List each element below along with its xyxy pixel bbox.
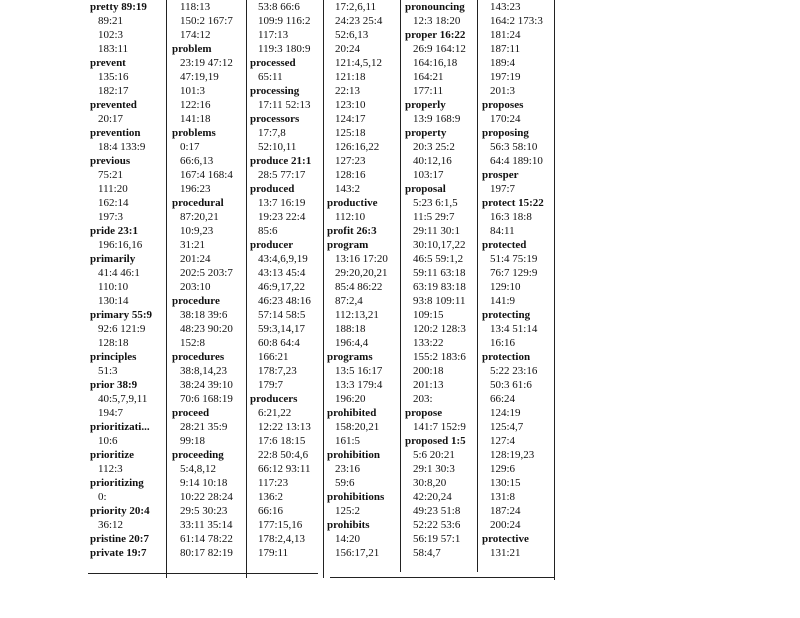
index-page-ref: 65:11 [258,71,283,83]
bottom-rule [330,577,554,578]
index-page-ref: 170:24 [490,113,521,125]
index-page-ref: 141:9 [490,295,516,307]
index-page-ref: 16:16 [490,337,516,349]
index-page-ref: 30:8,20 [413,477,447,489]
index-page-ref: 89:21 [98,15,124,27]
index-page-ref: 5:22 23:16 [490,365,538,377]
index-headword: producer [250,239,294,251]
index-page-ref: 179:11 [258,547,289,559]
index-headword: proceed [172,407,210,419]
index-page-ref: 111:20 [98,183,128,195]
index-page-ref: 130:14 [98,295,129,307]
index-page-ref: 110:10 [98,281,129,293]
index-page-ref: 49:23 51:8 [413,505,461,517]
index-page-ref: 66:12 93:11 [258,463,311,475]
index-page-ref: 200:24 [490,519,521,531]
index-headword: processed [250,57,296,69]
index-headword: proceeding [172,449,224,461]
index-page-ref: 61:14 78:22 [180,533,233,545]
index-page-ref: 174:12 [180,29,211,41]
index-page-ref: 112:3 [98,463,123,475]
index-page-ref: 187:11 [490,43,521,55]
index-page-ref: 29:5 30:23 [180,505,228,517]
index-page-ref: 162:14 [98,197,129,209]
index-page-ref: 124:19 [490,407,521,419]
index-page-ref: 166:21 [258,351,289,363]
index-headword: productive [327,197,378,209]
index-page-ref: 56:3 58:10 [490,141,538,153]
index-page-ref: 112:10 [335,211,366,223]
index-headword: pretty 89:19 [90,1,147,13]
index-page-ref: 117:23 [258,477,289,489]
index-page-ref: 85:6 [258,225,278,237]
index-page-ref: 31:21 [180,239,206,251]
index-page-ref: 125:2 [335,505,361,517]
index-page-ref: 46:23 48:16 [258,295,311,307]
index-page-ref: 22:13 [335,85,361,97]
index-page-ref: 28:5 77:17 [258,169,306,181]
index-page-ref: 41:4 46:1 [98,267,140,279]
index-headword: previous [90,155,131,167]
index-headword: primarily [90,253,136,265]
index-headword: produce 21:1 [250,155,312,167]
index-page-ref: 109:15 [413,309,444,321]
index-headword: problem [172,43,212,55]
index-page-ref: 194:7 [98,407,124,419]
index-page-ref: 33:11 35:14 [180,519,233,531]
index-page-ref: 164:21 [413,71,444,83]
index-page-ref: 188:18 [335,323,366,335]
index-page-ref: 179:7 [258,379,284,391]
index-page-ref: 203: [413,393,433,405]
index-page-ref: 143:2 [335,183,361,195]
index-headword: producers [250,393,298,405]
index-page-ref: 40:12,16 [413,155,452,167]
index-headword: prosper [482,169,519,181]
index-page-ref: 103:17 [413,169,444,181]
index-page-ref: 38:18 39:6 [180,309,228,321]
index-page-ref: 12:3 18:20 [413,15,461,27]
index-page-ref: 127:4 [490,435,516,447]
index-page-ref: 38:24 39:10 [180,379,233,391]
index-page-ref: 135:16 [98,71,129,83]
index-page-ref: 131:21 [490,547,521,559]
index-page-ref: 130:15 [490,477,521,489]
index-page-ref: 10:6 [98,435,118,447]
index-page-ref: 13:5 16:17 [335,365,383,377]
index-page-ref: 76:7 129:9 [490,267,538,279]
index-page-ref: 109:9 116:2 [258,15,311,27]
index-page-ref: 64:4 189:10 [490,155,543,167]
index-page-ref: 92:6 121:9 [98,323,146,335]
index-page-ref: 178:7,23 [258,365,297,377]
index-page-ref: 120:2 128:3 [413,323,466,335]
index-page-ref: 99:18 [180,435,206,447]
index-page-ref: 152:8 [180,337,206,349]
index-page-ref: 128:18 [98,337,129,349]
index-page-ref: 13:16 17:20 [335,253,388,265]
index-page-ref: 52:6,13 [335,29,369,41]
index-page-ref: 167:4 168:4 [180,169,233,181]
index-page-ref: 36:12 [98,519,124,531]
index-page-ref: 20:17 [98,113,124,125]
index-headword: prevention [90,127,141,139]
index-page-ref: 66:6,13 [180,155,214,167]
index-page-ref: 178:2,4,13 [258,533,306,545]
index-page-ref: 10:9,23 [180,225,214,237]
index-page-ref: 5:4,8,12 [180,463,217,475]
index-page-ref: 63:19 83:18 [413,281,466,293]
index-page-ref: 29:11 30:1 [413,225,460,237]
index-page-ref: 11:5 29:7 [413,211,455,223]
index-page-ref: 112:13,21 [335,309,379,321]
index-page-ref: 181:24 [490,29,521,41]
index-page-ref: 131:8 [490,491,516,503]
index-page-ref: 197:7 [490,183,516,195]
index-page-ref: 38:8,14,23 [180,365,228,377]
index-page-ref: 121:18 [335,71,366,83]
index-page-ref: 47:19,19 [180,71,219,83]
index-page-ref: 56:19 57:1 [413,533,461,545]
index-column-1 [90,0,162,560]
index-headword: procedure [172,295,220,307]
index-page-ref: 136:2 [258,491,284,503]
index-headword: proposes [482,99,524,111]
index-page-ref: 75:21 [98,169,124,181]
index-page-ref: 124:17 [335,113,366,125]
index-page-ref: 0:17 [180,141,200,153]
index-page-ref: 125:18 [335,127,366,139]
index-page-ref: 177:15,16 [258,519,303,531]
index-page-ref: 164:2 173:3 [490,15,543,27]
index-page-ref: 122:16 [180,99,211,111]
index-page-ref: 201:3 [490,85,516,97]
index-headword: private 19:7 [90,547,147,559]
index-page-ref: 42:20,24 [413,491,452,503]
index-page-ref: 85:4 86:22 [335,281,383,293]
index-headword: prevented [90,99,137,111]
index-page-ref: 196:23 [180,183,211,195]
index-page-ref: 150:2 167:7 [180,15,233,27]
index-page-ref: 143:23 [490,1,521,13]
column-divider [477,0,478,572]
index-page-ref: 46:5 59:1,2 [413,253,464,265]
index-page-ref: 201:13 [413,379,444,391]
index-headword: prioritizing [90,477,144,489]
index-headword: produced [250,183,295,195]
column-divider [554,0,555,580]
index-page-ref: 59:3,14,17 [258,323,306,335]
index-page-ref: 141:18 [180,113,211,125]
index-headword: pride 23:1 [90,225,138,237]
index-headword: pronouncing [405,1,465,13]
index-page-ref: 23:19 47:12 [180,57,233,69]
index-page-ref: 87:20,21 [180,211,219,223]
index-page-ref: 22:8 50:4,6 [258,449,309,461]
index-page-ref: 141:7 152:9 [413,421,466,433]
index-headword: profit 26:3 [327,225,377,237]
index-page-ref: 5:23 6:1,5 [413,197,458,209]
index-page-ref: 202:5 203:7 [180,267,233,279]
index-page-ref: 13:4 51:14 [490,323,538,335]
index-column-4 [327,0,399,560]
index-headword: problems [172,127,216,139]
index-page-ref: 5:6 20:21 [413,449,455,461]
index-headword: prohibition [327,449,380,461]
index-page-ref: 196:16,16 [98,239,143,251]
index-page-ref: 46:9,17,22 [258,281,306,293]
index-page-ref: 155:2 183:6 [413,351,466,363]
index-page-ref: 17:11 52:13 [258,99,311,111]
index-page-ref: 127:23 [335,155,366,167]
index-headword: protected [482,239,527,251]
index-page-ref: 196:20 [335,393,366,405]
index-page-ref: 119:3 180:9 [258,43,311,55]
index-page-ref: 182:17 [98,85,129,97]
index-headword: proper 16:22 [405,29,466,41]
index-page-ref: 161:5 [335,435,361,447]
index-headword: prioritize [90,449,134,461]
index-page-ref: 70:6 168:19 [180,393,233,405]
index-headword: protective [482,533,529,545]
index-page-ref: 84:11 [490,225,515,237]
index-headword: primary 55:9 [90,309,153,321]
index-page-ref: 128:16 [335,169,366,181]
index-headword: pristine 20:7 [90,533,149,545]
index-page-ref: 13:9 168:9 [413,113,461,125]
index-page-ref: 66:24 [490,393,516,405]
index-page-ref: 133:22 [413,337,444,349]
index-page-ref: 177:11 [413,85,444,97]
index-page-ref: 102:3 [98,29,124,41]
index-page-ref: 196:4,4 [335,337,369,349]
index-page-ref: 17:2,6,11 [335,1,377,13]
index-page-ref: 156:17,21 [335,547,380,559]
index-headword: prevent [90,57,126,69]
index-headword: prohibited [327,407,377,419]
index-page-ref: 30:10,17,22 [413,239,466,251]
index-page-ref: 87:2,4 [335,295,363,307]
index-page-ref: 51:3 [98,365,118,377]
index-headword: prohibits [327,519,370,531]
index-headword: procedural [172,197,224,209]
index-page-ref: 28:21 35:9 [180,421,228,433]
index-page-ref: 43:13 45:4 [258,267,306,279]
index-page-ref: 118:13 [180,1,211,13]
index-headword: propose [405,407,443,419]
index-page-ref: 23:16 [335,463,361,475]
index-headword: program [327,239,369,251]
index-page-ref: 57:14 58:5 [258,309,306,321]
index-page-ref: 48:23 90:20 [180,323,233,335]
index-page-ref: 9:14 10:18 [180,477,228,489]
index-page-ref: 24:23 25:4 [335,15,383,27]
index-page-ref: 29:1 30:3 [413,463,455,475]
index-page-ref: 20:3 25:2 [413,141,455,153]
index-page-ref: 93:8 109:11 [413,295,466,307]
index-headword: proposal [405,183,446,195]
index-headword: protect 15:22 [482,197,544,209]
index-page-ref: 197:19 [490,71,521,83]
column-divider [400,0,401,572]
index-page-ref: 0: [98,491,107,503]
index-page-ref: 58:4,7 [413,547,441,559]
index-page-ref: 129:10 [490,281,521,293]
index-headword: prioritizati... [90,421,150,433]
index-headword: proposing [482,127,529,139]
index-page-ref: 123:10 [335,99,366,111]
index-page-ref: 183:11 [98,43,129,55]
index-headword: principles [90,351,137,363]
index-page-ref: 200:18 [413,365,444,377]
index-headword: properly [405,99,446,111]
index-column-3 [250,0,322,560]
index-page-ref: 13:3 179:4 [335,379,383,391]
index-column-2 [172,0,244,560]
index-page-ref: 19:23 22:4 [258,211,306,223]
index-headword: proposed 1:5 [405,435,466,447]
index-headword: protecting [482,309,531,321]
index-page-ref: 40:5,7,9,11 [98,393,148,405]
index-page-ref: 101:3 [180,85,206,97]
index-page-ref: 197:3 [98,211,124,223]
index-headword: protection [482,351,531,363]
index-page-ref: 17:7,8 [258,127,286,139]
index-page-ref: 13:7 16:19 [258,197,306,209]
index-page-ref: 52:22 53:6 [413,519,461,531]
index-page-ref: 12:22 13:13 [258,421,311,433]
index-page-ref: 121:4,5,12 [335,57,383,69]
index-headword: processing [250,85,300,97]
index-page-ref: 51:4 75:19 [490,253,538,265]
index-page-ref: 18:4 133:9 [98,141,146,153]
index-page-ref: 158:20,21 [335,421,380,433]
index-page-ref: 50:3 61:6 [490,379,532,391]
index-headword: prohibitions [327,491,385,503]
index-headword: prior 38:9 [90,379,138,391]
bottom-rule [88,573,318,574]
index-headword: priority 20:4 [90,505,150,517]
index-page-ref: 128:19,23 [490,449,535,461]
index-page-ref: 26:9 164:12 [413,43,466,55]
index-page-ref: 129:6 [490,463,516,475]
index-column-6 [482,0,554,560]
index-page-ref: 203:10 [180,281,211,293]
index-page-ref: 66:16 [258,505,284,517]
index-headword: procedures [172,351,225,363]
index-page-ref: 52:10,11 [258,141,297,153]
index-page-ref: 14:20 [335,533,361,545]
index-page-ref: 164:16,18 [413,57,458,69]
index-page-ref: 126:16,22 [335,141,380,153]
index-page-ref: 16:3 18:8 [490,211,532,223]
index-page-ref: 59:11 63:18 [413,267,466,279]
index-page-ref: 17:6 18:15 [258,435,306,447]
index-page-ref: 10:22 28:24 [180,491,233,503]
index-page-ref: 59:6 [335,477,355,489]
index-page-ref: 6:21,22 [258,407,292,419]
index-page-ref: 117:13 [258,29,289,41]
index-column-5 [405,0,477,560]
index-page-ref: 43:4,6,9,19 [258,253,308,265]
index-page-ref: 80:17 82:19 [180,547,233,559]
index-page-ref: 20:24 [335,43,361,55]
index-headword: processors [250,113,300,125]
index-headword: programs [327,351,373,363]
column-divider [246,0,247,578]
index-page-ref: 201:24 [180,253,211,265]
index-page-ref: 60:8 64:4 [258,337,300,349]
column-divider [166,0,167,578]
index-page-ref: 187:24 [490,505,521,517]
index-page-ref: 125:4,7 [490,421,524,433]
index-page-ref: 53:8 66:6 [258,1,300,13]
column-divider [323,0,324,578]
index-page-ref: 189:4 [490,57,516,69]
index-headword: property [405,127,447,139]
index-page-ref: 29:20,20,21 [335,267,388,279]
